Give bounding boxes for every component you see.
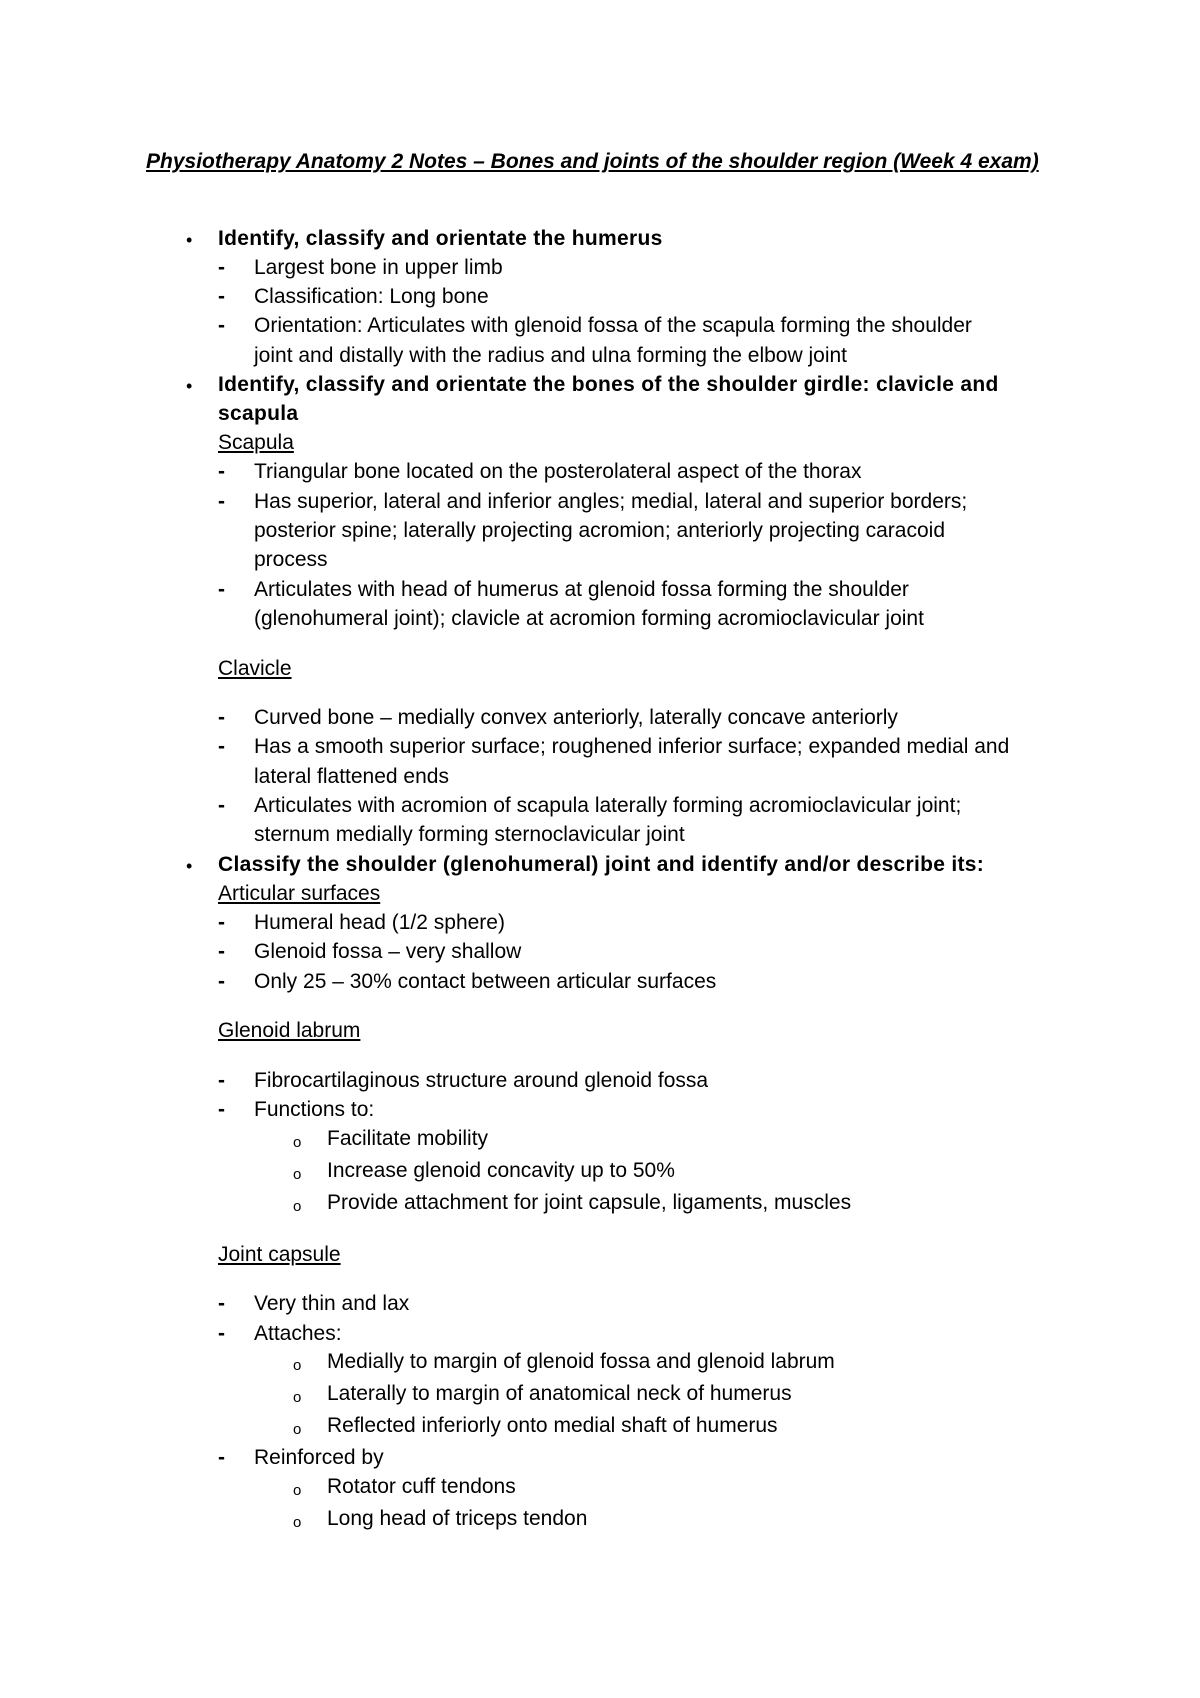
circle-bullet-icon: o bbox=[293, 1514, 302, 1531]
list-item: Articulates with head of humerus at glenoid fossa forming the shoulder bbox=[254, 578, 909, 601]
list-item-continuation: lateral flattened ends bbox=[254, 765, 449, 788]
dash-icon: - bbox=[218, 578, 225, 601]
subheading-clavicle: Clavicle bbox=[218, 657, 292, 680]
subheading-articular-surfaces: Articular surfaces bbox=[218, 882, 381, 905]
document-title: Physiotherapy Anatomy 2 Notes – Bones and joints of the shoulder region (Week 4 exam) bbox=[146, 150, 1039, 173]
sub-list-item: Provide attachment for joint capsule, ligaments, muscles bbox=[327, 1191, 852, 1214]
list-item-continuation: (glenohumeral joint); clavicle at acromion forming acromioclavicular joint bbox=[254, 607, 924, 630]
circle-bullet-icon: o bbox=[293, 1389, 302, 1406]
list-item: Has superior, lateral and inferior angles; medial, lateral and superior borders; bbox=[254, 490, 968, 513]
sub-list-item: Laterally to margin of anatomical neck of humerus bbox=[327, 1382, 792, 1405]
dash-icon: - bbox=[218, 1446, 225, 1469]
sub-list-item: Rotator cuff tendons bbox=[327, 1475, 516, 1498]
list-item: Triangular bone located on the posterolateral aspect of the thorax bbox=[254, 460, 862, 483]
circle-bullet-icon: o bbox=[293, 1421, 302, 1438]
dash-icon: - bbox=[218, 911, 225, 934]
section-heading-glenohumeral: Classify the shoulder (glenohumeral) joint and identify and/or describe its: bbox=[218, 853, 985, 876]
dash-icon: - bbox=[218, 490, 225, 513]
dash-icon: - bbox=[218, 1098, 225, 1121]
section-heading-continuation: scapula bbox=[218, 402, 299, 425]
list-item: Curved bone – medially convex anteriorly, laterally concave anteriorly bbox=[254, 706, 898, 729]
list-item-continuation: joint and distally with the radius and ulna forming the elbow joint bbox=[254, 344, 848, 367]
section-heading-humerus: Identify, classify and orientate the humerus bbox=[218, 227, 663, 250]
bullet-icon: • bbox=[186, 376, 193, 396]
dash-icon: - bbox=[218, 970, 225, 993]
list-item: Classification: Long bone bbox=[254, 285, 489, 308]
dash-icon: - bbox=[218, 1292, 225, 1315]
list-item: Articulates with acromion of scapula laterally forming acromioclavicular joint; bbox=[254, 794, 962, 817]
list-item-continuation: process bbox=[254, 548, 328, 571]
dash-icon: - bbox=[218, 794, 225, 817]
list-item: Largest bone in upper limb bbox=[254, 256, 503, 279]
list-item-continuation: sternum medially forming sternoclavicular joint bbox=[254, 823, 685, 846]
subheading-joint-capsule: Joint capsule bbox=[218, 1243, 341, 1266]
sub-list-item: Increase glenoid concavity up to 50% bbox=[327, 1159, 675, 1182]
list-item: Orientation: Articulates with glenoid fossa of the scapula forming the shoulder bbox=[254, 314, 972, 337]
subheading-scapula: Scapula bbox=[218, 431, 294, 454]
list-item: Only 25 – 30% contact between articular surfaces bbox=[254, 970, 717, 993]
dash-icon: - bbox=[218, 285, 225, 308]
list-item: Functions to: bbox=[254, 1098, 375, 1121]
circle-bullet-icon: o bbox=[293, 1482, 302, 1499]
section-heading-shoulder-girdle: Identify, classify and orientate the bones of the shoulder girdle: clavicle and bbox=[218, 373, 999, 396]
bullet-icon: • bbox=[186, 856, 193, 876]
dash-icon: - bbox=[218, 460, 225, 483]
circle-bullet-icon: o bbox=[293, 1357, 302, 1374]
dash-icon: - bbox=[218, 706, 225, 729]
list-item: Glenoid fossa – very shallow bbox=[254, 940, 522, 963]
dash-icon: - bbox=[218, 940, 225, 963]
dash-icon: - bbox=[218, 735, 225, 758]
list-item-continuation: posterior spine; laterally projecting acromion; anteriorly projecting caracoid bbox=[254, 519, 946, 542]
dash-icon: - bbox=[218, 314, 225, 337]
sub-list-item: Medially to margin of glenoid fossa and glenoid labrum bbox=[327, 1350, 835, 1373]
list-item: Very thin and lax bbox=[254, 1292, 410, 1315]
circle-bullet-icon: o bbox=[293, 1198, 302, 1215]
list-item: Fibrocartilaginous structure around glenoid fossa bbox=[254, 1069, 709, 1092]
sub-list-item: Long head of triceps tendon bbox=[327, 1507, 588, 1530]
subheading-glenoid-labrum: Glenoid labrum bbox=[218, 1019, 361, 1042]
circle-bullet-icon: o bbox=[293, 1166, 302, 1183]
sub-list-item: Facilitate mobility bbox=[327, 1127, 489, 1150]
dash-icon: - bbox=[218, 1322, 225, 1345]
list-item: Has a smooth superior surface; roughened inferior surface; expanded medial and bbox=[254, 735, 1010, 758]
list-item: Humeral head (1/2 sphere) bbox=[254, 911, 505, 934]
list-item: Attaches: bbox=[254, 1322, 342, 1345]
dash-icon: - bbox=[218, 1069, 225, 1092]
sub-list-item: Reflected inferiorly onto medial shaft of humerus bbox=[327, 1414, 778, 1437]
circle-bullet-icon: o bbox=[293, 1134, 302, 1151]
dash-icon: - bbox=[218, 256, 225, 279]
list-item: Reinforced by bbox=[254, 1446, 384, 1469]
bullet-icon: • bbox=[186, 230, 193, 250]
